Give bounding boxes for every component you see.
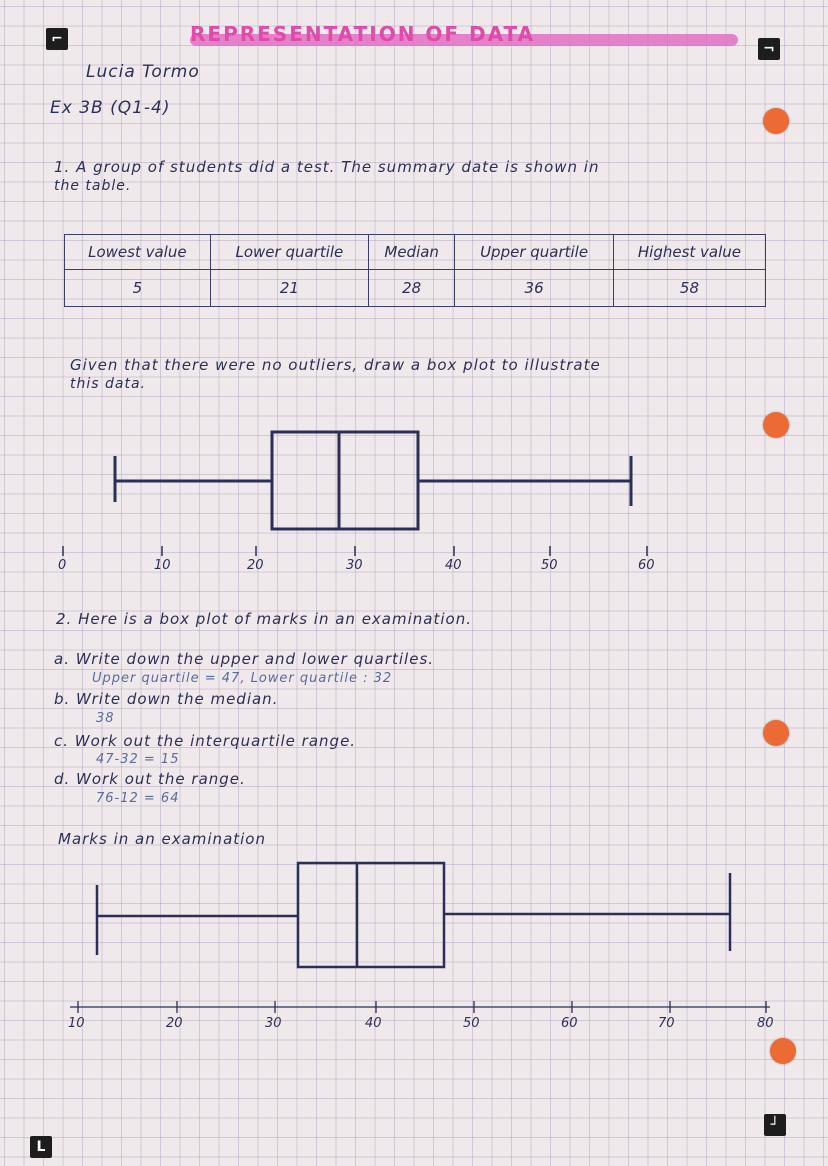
corner-marker-bottom-left: L — [30, 1136, 52, 1158]
bp1-axis-label: 50 — [541, 558, 558, 573]
table-value-cell: 21 — [210, 270, 368, 307]
bp2-axis-label: 60 — [561, 1016, 578, 1031]
corner-marker-top-left: ⌐ — [46, 28, 68, 50]
q2-part-b: b. Write down the median. — [54, 690, 279, 708]
q2-answer-d: 76-12 = 64 — [96, 791, 180, 806]
table-header-cell: Upper quartile — [455, 235, 614, 270]
bp2-axis-label: 30 — [265, 1016, 282, 1031]
bp1-box — [272, 432, 418, 529]
bp1-axis-label: 10 — [154, 558, 171, 573]
table-header-cell: Median — [369, 235, 455, 270]
table-header-cell: Lower quartile — [210, 235, 368, 270]
table-value-cell: 5 — [65, 270, 211, 307]
q2-plot-title: Marks in an examination — [58, 830, 266, 848]
bp1-axis-label: 30 — [346, 558, 363, 573]
bp1-axis-label: 40 — [445, 558, 462, 573]
bp2-box — [298, 863, 444, 967]
corner-marker-top-right: ¬ — [758, 38, 780, 60]
q2-answer-a: Upper quartile = 47, Lower quartile : 32 — [92, 671, 393, 686]
q2-part-a: a. Write down the upper and lower quartiles. — [54, 650, 435, 668]
bp1-axis-label: 20 — [247, 558, 264, 573]
box-plot-2 — [60, 855, 780, 1025]
q1-instruction: Given that there were no outliers, draw a box plot to illustrate — [70, 356, 601, 374]
punch-hole — [763, 720, 789, 746]
punch-hole — [763, 412, 789, 438]
page-title: REPRESENTATION OF DATA — [190, 22, 536, 46]
table-value-cell: 36 — [455, 270, 614, 307]
q1-instruction-cont: this data. — [70, 376, 146, 392]
bp2-axis-label: 50 — [463, 1016, 480, 1031]
q1-question-cont: the table. — [54, 178, 132, 194]
q2-answer-c: 47-32 = 15 — [96, 752, 180, 767]
bp2-axis-label: 20 — [166, 1016, 183, 1031]
q2-part-d: d. Work out the range. — [54, 770, 246, 788]
q2-question: 2. Here is a box plot of marks in an examination. — [56, 610, 472, 628]
table-header-cell: Highest value — [613, 235, 765, 270]
bp1-axis-label: 0 — [58, 558, 67, 573]
punch-hole — [763, 108, 789, 134]
bp2-axis-label: 10 — [68, 1016, 85, 1031]
bp2-axis-label: 70 — [658, 1016, 675, 1031]
author-name: Lucia Tormo — [86, 62, 200, 82]
q2-part-c: c. Work out the interquartile range. — [54, 732, 357, 750]
summary-table — [64, 234, 766, 307]
bp2-axis-label: 80 — [757, 1016, 774, 1031]
bp2-axis-label: 40 — [365, 1016, 382, 1031]
exercise-ref: Ex 3B (Q1-4) — [50, 98, 171, 118]
q1-question: 1. A group of students did a test. The summary date is shown in — [54, 158, 600, 176]
table-value-cell: 58 — [613, 270, 765, 307]
punch-hole — [770, 1038, 796, 1064]
corner-marker-bottom-right: ┘ — [764, 1114, 786, 1136]
table-value-cell: 28 — [369, 270, 455, 307]
q2-answer-b: 38 — [96, 711, 115, 726]
bp1-axis-label: 60 — [638, 558, 655, 573]
table-header-cell: Lowest value — [65, 235, 211, 270]
